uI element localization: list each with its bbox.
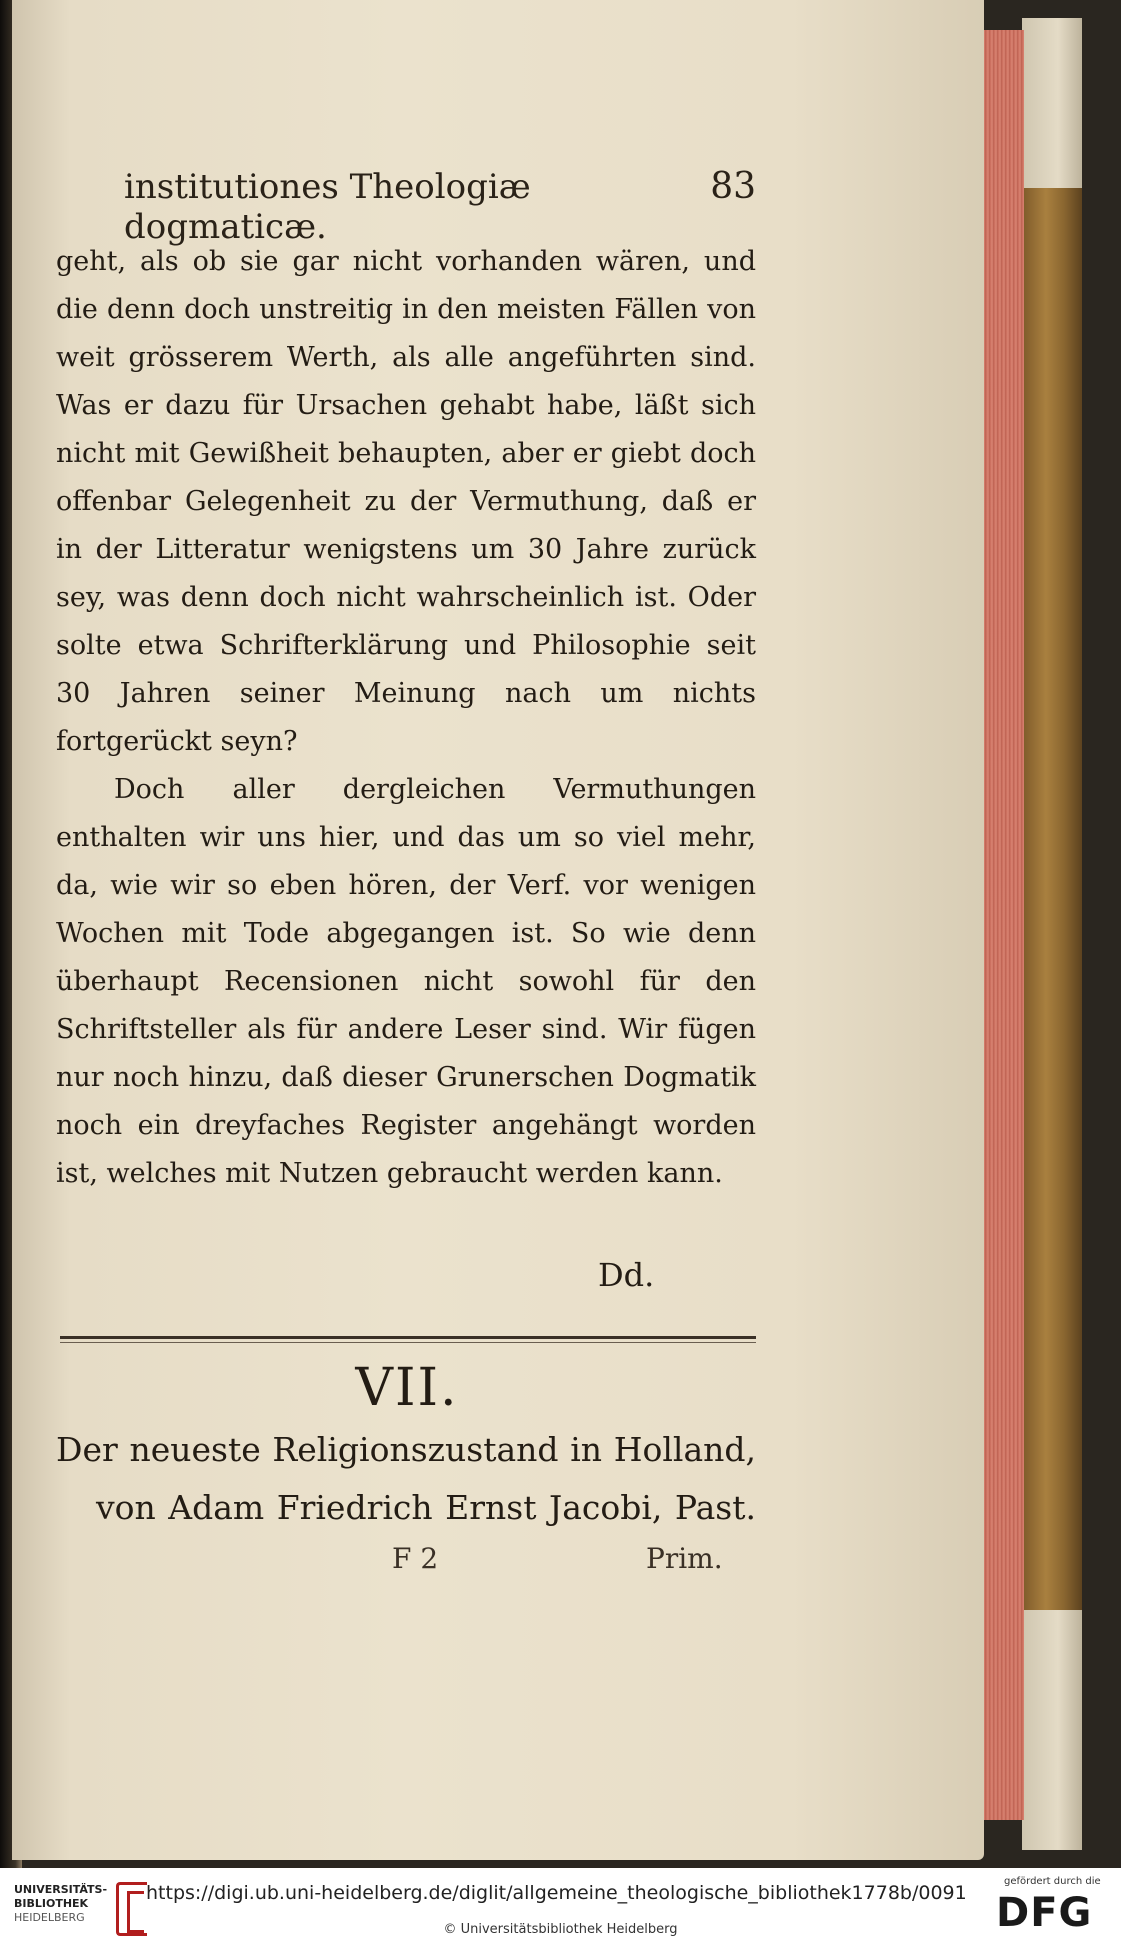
- reviewer-signature: Dd.: [598, 1256, 655, 1294]
- paragraph-2: Doch aller dergleichen Vermuthungen enthalten wir uns hier, und das um so viel mehr, da, wie wir so eben hören, der Verf. vor wenigen Wochen mit Tode abgegangen ist. So wie denn überhaupt Recensionen nicht sowohl für den Schriftsteller als für andere Leser sind. Wir fügen nur noch hinzu, daß dieser Grunerschen Dogmatik noch ein dreyfaches Register angehängt worden ist, welches mit Nutzen gebraucht werden kann.: [56, 774, 756, 1189]
- library-line-3: HEIDELBERG: [14, 1911, 85, 1924]
- page-edges-red: [980, 30, 1024, 1820]
- book-cover-paper-bottom: [1022, 1610, 1082, 1850]
- funding-note: gefördert durch die: [1004, 1876, 1101, 1887]
- dfg-logo: DFG: [996, 1890, 1093, 1936]
- library-line-2: BIBLIOTHEK: [14, 1897, 89, 1910]
- section-number: VII.: [355, 1358, 459, 1418]
- section-divider: [60, 1336, 756, 1339]
- section-divider-thin: [60, 1342, 756, 1343]
- running-header: [124, 166, 756, 247]
- permalink-url[interactable]: https://digi.ub.uni-heidelberg.de/diglit/allgemeine_theologische_bibliothek1778b/0091: [146, 1882, 967, 1904]
- library-line-1: UNIVERSITÄTS-: [14, 1883, 108, 1896]
- paragraph-1: geht, als ob sie gar nicht vorhanden wären, und die denn doch unstreitig in den meisten Fällen von weit grösserem Werth, als alle angeführten sind. Was er dazu für Ursachen gehabt habe, läßt sich nicht mit Gewißheit behaupten, aber er giebt doch offenbar Gelegenheit zu der Vermuthung, daß er in der Litteratur wenigstens um 30 Jahre zurück sey, was denn doch nicht wahrscheinlich ist. Oder solte etwa Schrifterklärung und Philosophie seit 30 Jahren seiner Meinung nach um nichts fortgerückt seyn?: [56, 246, 756, 757]
- page-number: 83: [710, 166, 756, 207]
- book-cover-paper-top: [1022, 18, 1082, 188]
- book-cover-board: [1022, 18, 1082, 1848]
- running-title: institutiones Theologiæ dogmaticæ.: [124, 167, 531, 247]
- section-title-line-1: Der neueste Religionszustand in Holland,: [56, 1430, 756, 1469]
- section-title-line-2: von Adam Friedrich Ernst Jacobi, Past.: [96, 1488, 756, 1527]
- catchword: Prim.: [646, 1542, 723, 1575]
- book-page: [12, 0, 984, 1860]
- signature-mark: F 2: [392, 1542, 439, 1575]
- viewer-footer: [0, 1868, 1121, 1948]
- body-text: [56, 238, 756, 1198]
- copyright-notice: © Universitätsbibliothek Heidelberg: [443, 1922, 678, 1937]
- library-logo-text: [14, 1883, 107, 1925]
